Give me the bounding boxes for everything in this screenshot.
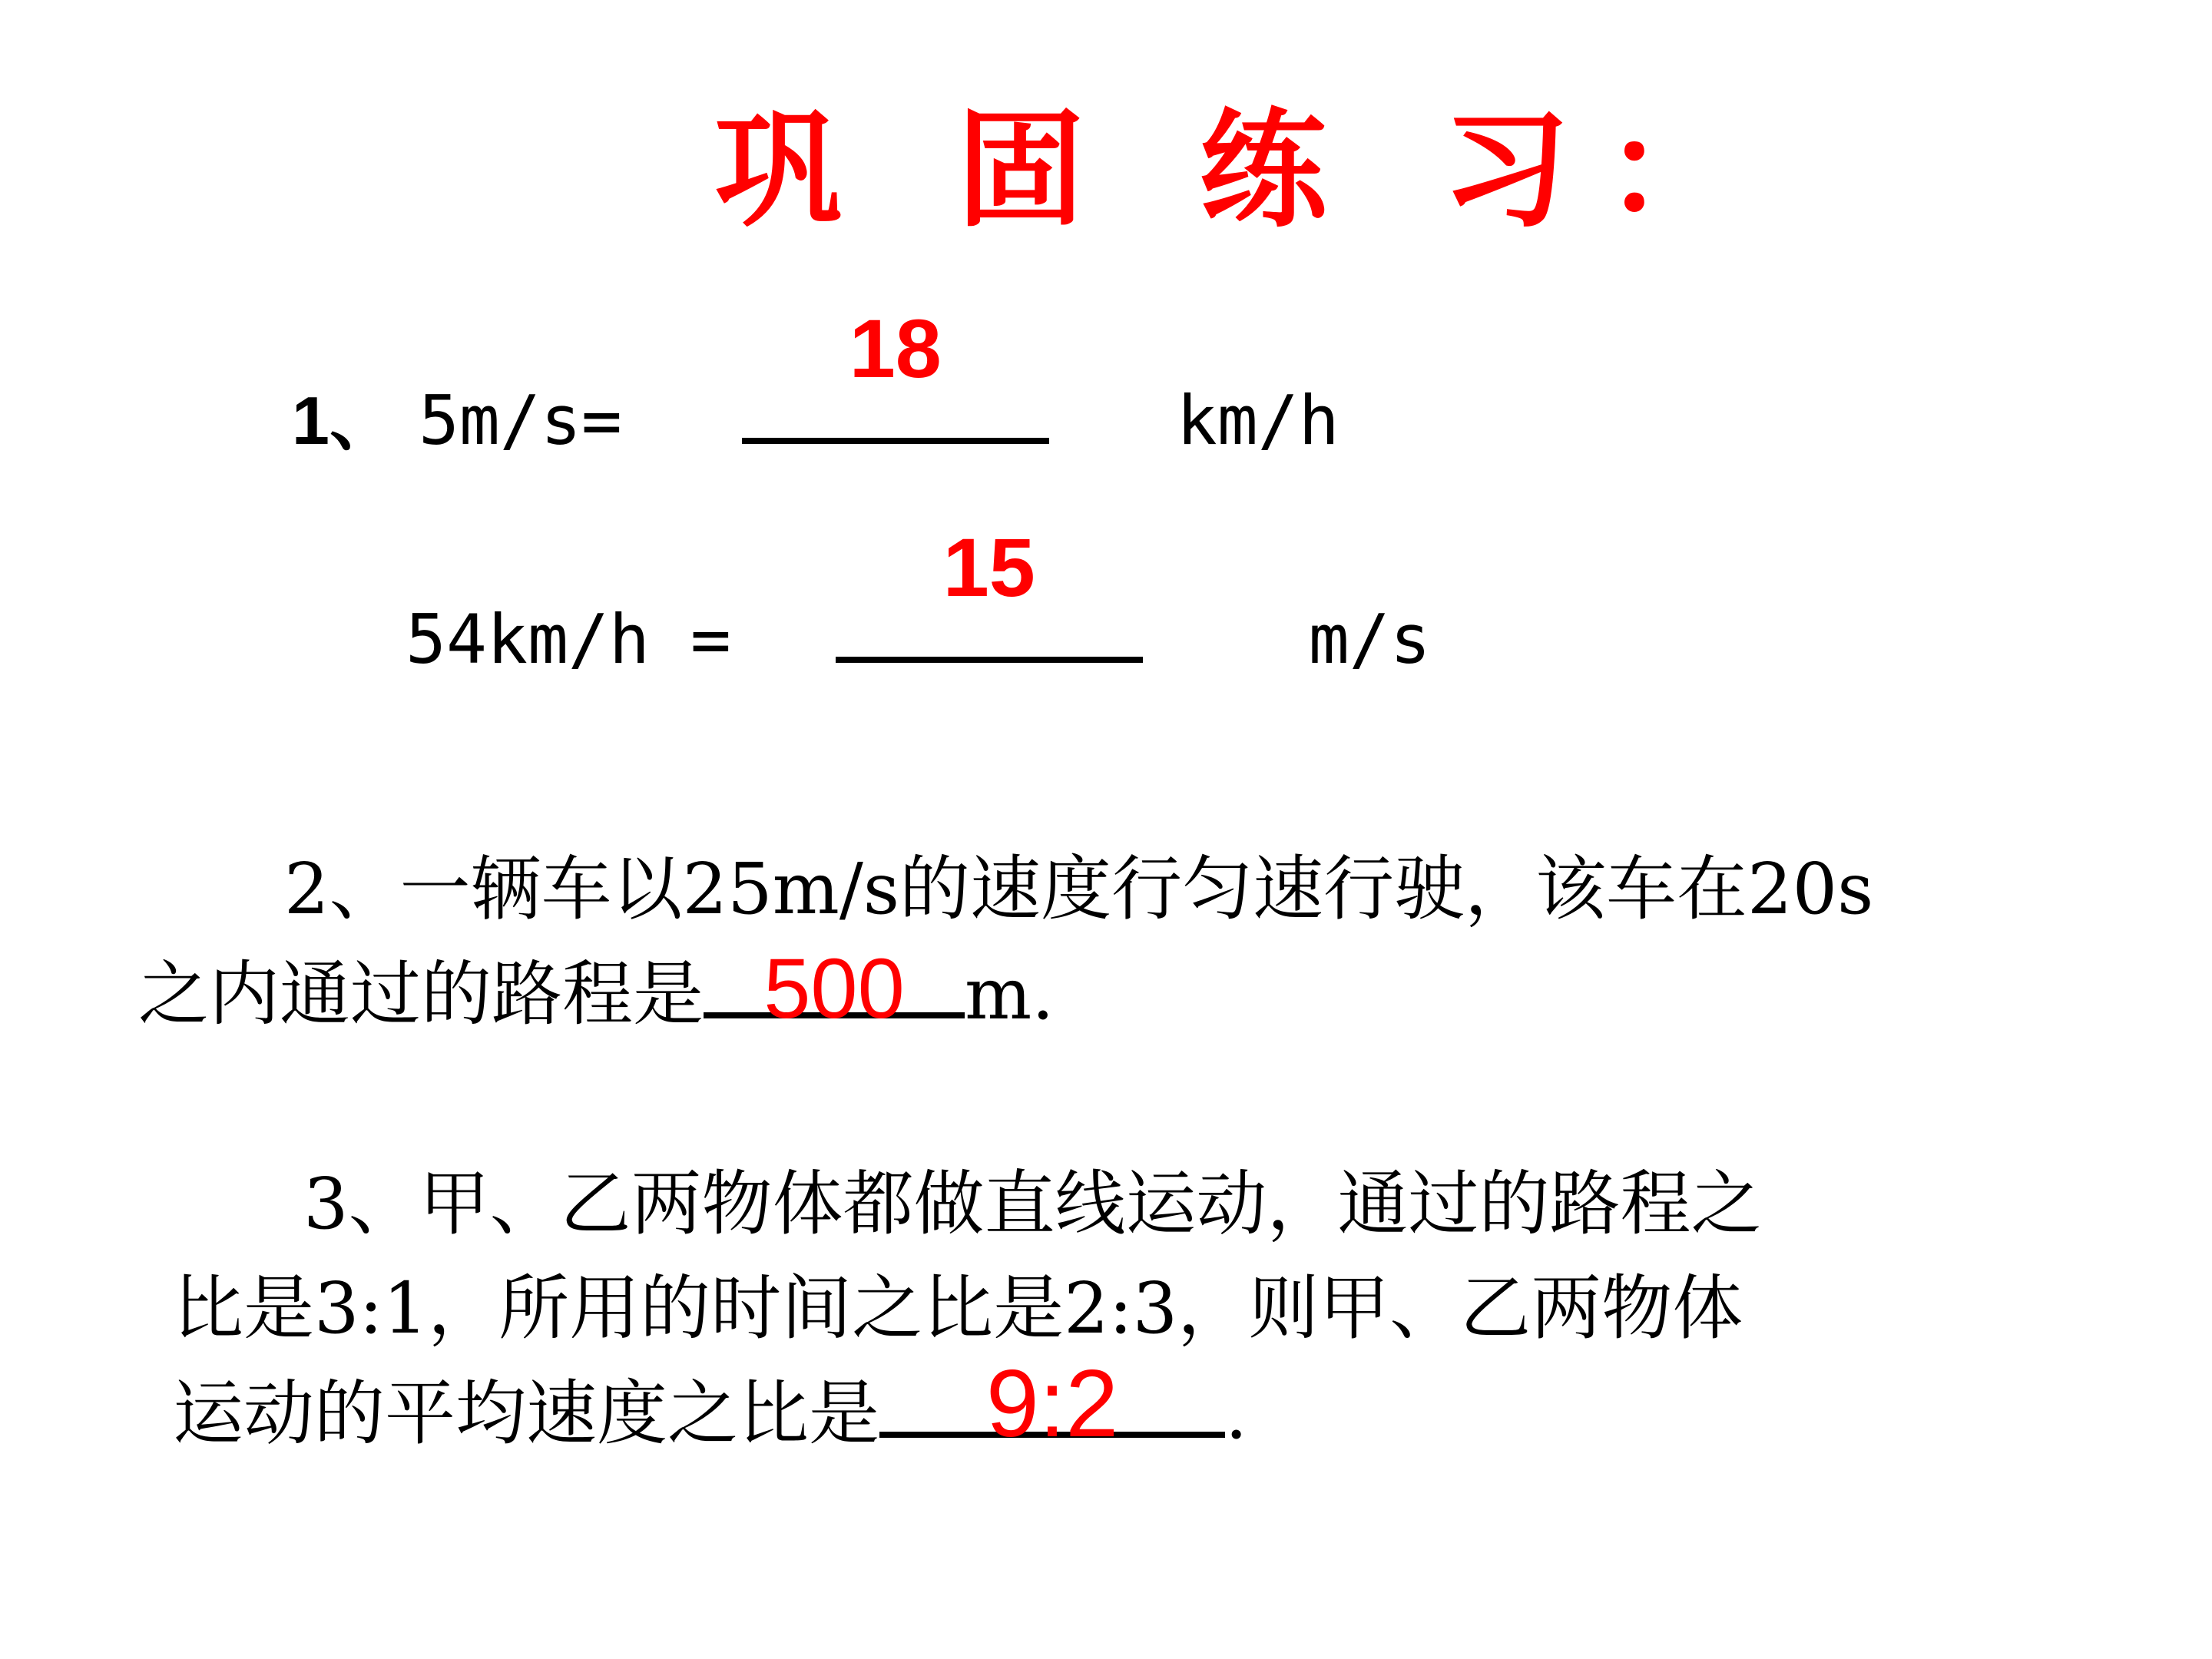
question-1-unit-2: m/s [1308, 600, 1431, 679]
question-1-line-1 [292, 302, 1339, 460]
question-3 [173, 1152, 1762, 1466]
question-2-answer: 500 [763, 942, 905, 1036]
question-1-blank-2 [836, 521, 1143, 663]
question-2-blank [704, 942, 965, 1036]
question-3-line-1: 3、甲、乙两物体都做直线运动，通过的路程之 [303, 1163, 1762, 1245]
slide-title: 巩 固 练 习： [714, 97, 1768, 245]
question-1-blank-1 [742, 302, 1049, 444]
question-3-blank [879, 1351, 1225, 1457]
question-1-answer-2: 15 [942, 521, 1035, 614]
question-2 [138, 837, 1873, 1047]
question-2-prefix: 之内通过的路程是 [138, 953, 704, 1035]
question-3-suffix: . [1225, 1373, 1248, 1455]
question-1-expression-1: 5m/s= [418, 381, 622, 460]
question-1-line-2 [406, 521, 1431, 679]
question-1-number: 1、 [292, 382, 397, 459]
question-3-line-2: 比是3:1，所用的时间之比是2:3，则甲、乙两物体 [173, 1267, 1743, 1349]
question-3-prefix: 运动的平均速度之比是 [173, 1373, 880, 1455]
question-2-suffix: m. [965, 953, 1055, 1035]
question-1-unit-1: km/h [1176, 381, 1339, 460]
question-2-line-2 [138, 942, 1873, 1047]
question-1-answer-1: 18 [849, 302, 942, 395]
question-3-line-3 [173, 1351, 1762, 1466]
question-2-line-1: 2、一辆车以25m/s的速度行匀速行驶，该车在20s [284, 848, 1874, 930]
question-3-answer: 9:2 [985, 1351, 1119, 1457]
question-1-expression-2: 54km/h = [406, 600, 731, 679]
